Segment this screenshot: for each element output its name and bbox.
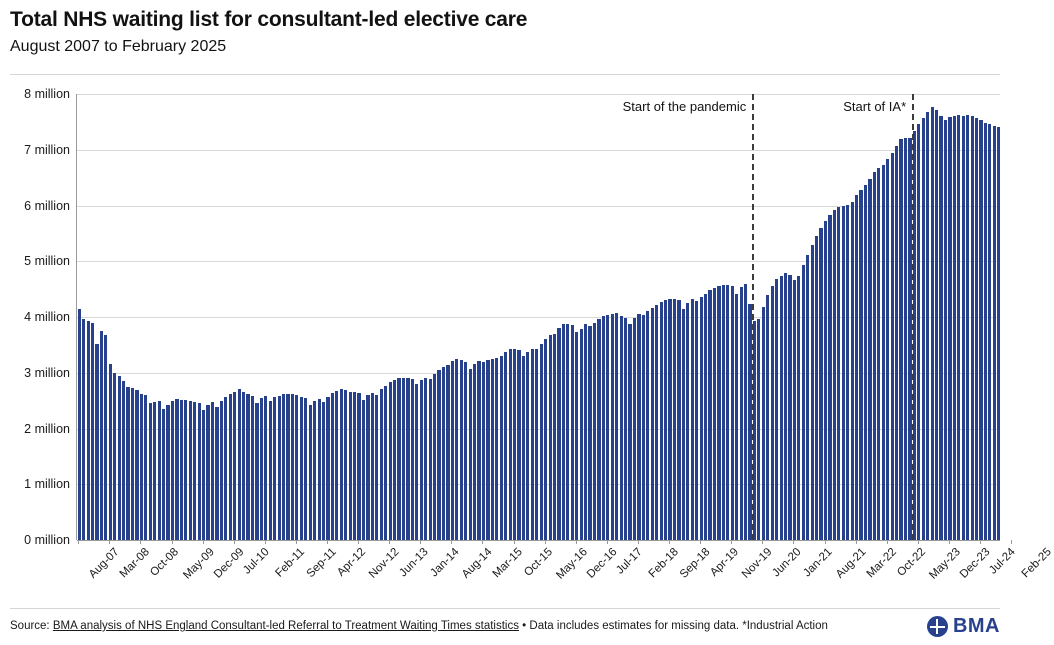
bar-series (77, 94, 1000, 540)
x-axis-tick-label: Sep-18 (677, 546, 713, 581)
bar (171, 401, 174, 540)
x-axis-tick-mark (825, 540, 826, 544)
bar (771, 286, 774, 540)
bar (580, 329, 583, 540)
x-axis-tick-mark (358, 540, 359, 544)
x-axis-tick-mark (980, 540, 981, 544)
bar (628, 324, 631, 540)
bar (762, 307, 765, 540)
bar (451, 361, 454, 540)
x-axis-tick-mark (172, 540, 173, 544)
bar (135, 390, 138, 540)
bar (757, 319, 760, 540)
y-axis-tick-label: 4 million (24, 310, 70, 324)
bar (158, 401, 161, 540)
bar (460, 360, 463, 540)
bar (397, 378, 400, 540)
bar (300, 397, 303, 540)
bar (437, 370, 440, 540)
x-axis-tick-label: Apr-12 (335, 546, 369, 579)
bar (891, 153, 894, 540)
bar (864, 185, 867, 540)
bar (113, 373, 116, 540)
x-axis-tick-mark (700, 540, 701, 544)
bar (193, 402, 196, 540)
bar (824, 221, 827, 540)
bar (833, 210, 836, 540)
bar (464, 362, 467, 540)
bar (309, 405, 312, 540)
bar (362, 400, 365, 540)
bar (793, 280, 796, 540)
x-axis-tick-mark (389, 540, 390, 544)
bar (495, 358, 498, 540)
bar (371, 393, 374, 540)
bar (615, 313, 618, 540)
x-axis-tick-mark (669, 540, 670, 544)
x-axis-tick-mark (482, 540, 483, 544)
bar (575, 332, 578, 541)
x-axis-tick-mark (856, 540, 857, 544)
bar (202, 410, 205, 540)
bar (87, 321, 90, 540)
bar (953, 116, 956, 540)
bar (509, 349, 512, 540)
bar (273, 397, 276, 540)
bar (908, 138, 911, 540)
x-axis-tick-mark (545, 540, 546, 544)
x-axis-tick-mark (793, 540, 794, 544)
bar (775, 279, 778, 540)
bar (486, 360, 489, 540)
bar (988, 124, 991, 540)
bar (184, 400, 187, 540)
bar (82, 319, 85, 540)
bar (686, 303, 689, 540)
bar (677, 300, 680, 540)
source-prefix: Source: (10, 620, 53, 632)
bar (971, 116, 974, 540)
bar (997, 127, 1000, 540)
x-axis-tick-label: Feb-11 (273, 546, 307, 580)
bar (553, 334, 556, 540)
bar (406, 378, 409, 540)
bar (455, 359, 458, 540)
bar (873, 172, 876, 540)
logo-text: BMA (952, 615, 1000, 637)
bar (566, 324, 569, 540)
bar (717, 286, 720, 540)
x-axis-tick-mark (887, 540, 888, 544)
bar (95, 344, 98, 540)
x-axis-tick-mark (762, 540, 763, 544)
bar (233, 392, 236, 540)
bar (251, 396, 254, 540)
bar (238, 389, 241, 540)
annotation-line (912, 94, 914, 540)
bar (278, 396, 281, 540)
bar (704, 294, 707, 540)
bar (815, 236, 818, 540)
bar (562, 324, 565, 540)
bar (859, 190, 862, 540)
bar (882, 165, 885, 540)
bar (380, 389, 383, 540)
bar (349, 392, 352, 540)
bar (708, 290, 711, 540)
bar (429, 379, 432, 540)
bar (340, 389, 343, 540)
bar (975, 118, 978, 540)
bar (588, 326, 591, 540)
bar (473, 364, 476, 540)
bar (166, 405, 169, 540)
x-axis-tick-mark (420, 540, 421, 544)
bar (620, 316, 623, 540)
bar (664, 300, 667, 540)
x-axis-tick-mark (638, 540, 639, 544)
bar (984, 123, 987, 540)
bar (606, 315, 609, 540)
bar (153, 402, 156, 540)
bar (326, 397, 329, 540)
bar (255, 403, 258, 540)
bar (646, 311, 649, 540)
bar (224, 397, 227, 540)
bar (828, 215, 831, 540)
header-divider (10, 74, 1000, 75)
bar (260, 398, 263, 540)
bar (126, 387, 129, 540)
bar (660, 302, 663, 540)
bar (229, 394, 232, 540)
bar (540, 344, 543, 540)
bar (584, 324, 587, 540)
bar (384, 386, 387, 540)
bar (931, 107, 934, 540)
bar (837, 207, 840, 540)
bar (602, 316, 605, 540)
bar (424, 378, 427, 540)
y-axis-tick-label: 5 million (24, 254, 70, 269)
x-axis-tick-mark (731, 540, 732, 544)
bar (282, 394, 285, 540)
bar (682, 309, 685, 540)
x-axis-tick-mark (296, 540, 297, 544)
bar (366, 395, 369, 540)
x-axis-tick-label: Mar-22 (864, 546, 899, 581)
bar (375, 395, 378, 540)
bar (966, 115, 969, 540)
bar (788, 275, 791, 540)
bar (118, 376, 121, 540)
bar (211, 402, 214, 540)
bar (700, 297, 703, 540)
bar (393, 380, 396, 540)
y-axis-tick-label: 1 million (24, 477, 70, 492)
y-axis-tick-label: 7 million (24, 142, 70, 157)
bar (642, 315, 645, 540)
bar (242, 392, 245, 540)
bar (513, 349, 516, 540)
x-axis-tick-label: Nov-19 (740, 546, 775, 581)
bar (962, 116, 965, 540)
x-axis-tick-mark (949, 540, 950, 544)
bar (726, 285, 729, 540)
x-axis-tick-label: Oct-22 (894, 546, 928, 579)
x-axis-tick-label: Oct-15 (521, 546, 555, 579)
bar (91, 323, 94, 540)
bar (198, 403, 201, 540)
source-note (10, 620, 828, 632)
globe-icon (927, 616, 948, 637)
bar (957, 115, 960, 540)
x-axis-tick-mark (203, 540, 204, 544)
bar (851, 202, 854, 540)
bar (571, 325, 574, 540)
bar (442, 367, 445, 540)
bar (806, 255, 809, 540)
x-axis-tick-mark (514, 540, 515, 544)
x-axis-tick-mark (576, 540, 577, 544)
bar (175, 399, 178, 540)
annotation-label: Start of IA* (843, 99, 907, 114)
chart-plot-area (76, 94, 1000, 540)
bar (939, 116, 942, 540)
bar (624, 318, 627, 540)
bar (655, 305, 658, 540)
bar (819, 228, 822, 540)
x-axis-tick-label: Aug-07 (87, 546, 122, 581)
bar (695, 301, 698, 540)
x-axis-tick-label: Apr-19 (708, 546, 742, 579)
x-axis-tick-mark (140, 540, 141, 544)
bar (313, 401, 316, 540)
annotation-line (752, 94, 754, 540)
bar (517, 350, 520, 540)
x-axis-tick-label: Jun-20 (770, 546, 804, 580)
bar (504, 352, 507, 540)
bar (189, 401, 192, 540)
bar (109, 364, 112, 540)
bar (868, 179, 871, 540)
x-axis-tick-label: Jul-17 (614, 546, 645, 577)
x-axis-tick-label: Jul-10 (240, 546, 272, 577)
bar (206, 405, 209, 540)
bar (411, 379, 414, 540)
x-axis-tick-label: Jun-13 (397, 546, 431, 580)
y-axis-tick-label: 0 million (24, 533, 70, 547)
bar (144, 395, 147, 540)
bar (668, 299, 671, 540)
footer-divider (10, 608, 1000, 609)
bar (318, 399, 321, 540)
y-axis-tick-label: 8 million (24, 87, 70, 101)
x-axis-tick-mark (451, 540, 452, 544)
bar (415, 384, 418, 540)
bar (673, 299, 676, 540)
bar (264, 396, 267, 540)
x-axis-tick-label: Jan-14 (428, 546, 462, 580)
x-axis-tick-label: May-16 (553, 546, 590, 582)
bar (797, 276, 800, 540)
bar (766, 295, 769, 540)
bar (500, 356, 503, 540)
x-axis-tick-mark (327, 540, 328, 544)
bar (877, 168, 880, 540)
x-axis-tick-label: Jul-24 (987, 546, 1018, 577)
bar (122, 381, 125, 540)
bar (922, 118, 925, 540)
bar (846, 205, 849, 540)
bar (549, 335, 552, 540)
bar (295, 395, 298, 540)
source-suffix: • Data includes estimates for missing data. *Industrial Action (518, 620, 828, 632)
bar (633, 318, 636, 540)
bar (389, 382, 392, 540)
bar (855, 195, 858, 540)
bar (557, 328, 560, 540)
bar (904, 138, 907, 540)
bar (420, 380, 423, 540)
bar (722, 285, 725, 540)
x-axis-tick-label: Dec-16 (584, 546, 620, 581)
x-axis-tick-label: Mar-08 (117, 546, 153, 581)
x-axis-tick-mark (265, 540, 266, 544)
x-axis-tick-label: May-09 (180, 546, 217, 582)
x-axis-tick-label: May-23 (927, 546, 963, 582)
x-axis-tick-mark (78, 540, 79, 544)
bar (149, 403, 152, 540)
bar (535, 349, 538, 540)
bar (469, 369, 472, 540)
source-link[interactable]: BMA analysis of NHS England Consultant-led Referral to Treatment Waiting Times statistics (52, 620, 519, 632)
bar (353, 392, 356, 540)
bar (215, 407, 218, 540)
x-axis-tick-label: Mar-15 (491, 546, 526, 581)
y-axis-tick-label: 2 million (24, 421, 70, 436)
x-axis-tick-label: Jan-21 (801, 546, 836, 580)
bar (744, 284, 747, 540)
bar (802, 265, 805, 540)
bar (180, 400, 183, 540)
bar (917, 124, 920, 540)
bar (433, 374, 436, 540)
bar (131, 388, 134, 540)
x-axis-tick-label: Oct-08 (148, 546, 182, 579)
x-axis-tick-label: Dec-23 (957, 546, 993, 581)
bar (597, 319, 600, 540)
bar (269, 401, 272, 540)
bar (899, 139, 902, 540)
y-axis-tick-label: 6 million (24, 198, 70, 213)
bar (104, 335, 107, 540)
x-axis-tick-label: Aug-21 (833, 546, 869, 581)
bar (286, 394, 289, 540)
bar (482, 362, 485, 540)
bar (611, 314, 614, 540)
bar (948, 117, 951, 540)
bar (691, 299, 694, 540)
page-subtitle: August 2007 to February 2025 (10, 38, 227, 55)
bar (651, 308, 654, 540)
bar (291, 394, 294, 540)
bar (220, 401, 223, 540)
bar (842, 206, 845, 541)
bar (477, 361, 480, 541)
bar (402, 378, 405, 540)
x-axis-tick-label: Aug-14 (460, 546, 495, 581)
bar (322, 402, 325, 540)
bar (926, 112, 929, 540)
bar (731, 286, 734, 540)
x-axis-tick-label: Feb-25 (1019, 546, 1054, 581)
bar (357, 393, 360, 540)
bar (531, 349, 534, 540)
bar (593, 323, 596, 540)
bar (784, 273, 787, 540)
bar (331, 393, 334, 540)
x-axis-tick-mark (1011, 540, 1012, 544)
bar (522, 356, 525, 540)
x-axis-tick-label: Feb-18 (646, 546, 681, 581)
x-axis-tick-label: Nov-12 (366, 546, 402, 581)
bar (304, 398, 307, 540)
x-axis-tick-label: Dec-09 (211, 546, 247, 581)
bar (811, 245, 814, 540)
bar (140, 394, 143, 540)
bar (748, 304, 751, 540)
x-axis-tick-mark (607, 540, 608, 544)
bar (491, 359, 494, 540)
bar (895, 146, 898, 540)
bar (100, 331, 103, 540)
x-axis-tick-mark (109, 540, 110, 544)
bar (637, 314, 640, 540)
bar (944, 120, 947, 540)
bar (162, 409, 165, 540)
gridline (77, 540, 1000, 541)
bar (344, 390, 347, 540)
bar (246, 394, 249, 540)
bar (935, 110, 938, 540)
bar (335, 391, 338, 540)
bar (544, 339, 547, 540)
page-title: Total NHS waiting list for consultant-led elective care (10, 8, 528, 31)
bar (979, 120, 982, 540)
annotation-label: Start of the pandemic (622, 99, 747, 114)
x-axis-tick-label: Sep-11 (304, 546, 339, 581)
x-axis-tick-mark (918, 540, 919, 544)
bar (993, 126, 996, 540)
bar (446, 365, 449, 540)
bar (886, 159, 889, 540)
bar (526, 352, 529, 540)
bar (780, 276, 783, 540)
bar (735, 294, 738, 540)
bar (740, 287, 743, 540)
bar (713, 288, 716, 540)
x-axis-tick-mark (234, 540, 235, 544)
bar (78, 309, 81, 540)
bma-logo (927, 615, 1000, 638)
y-axis-tick-label: 3 million (24, 365, 70, 380)
